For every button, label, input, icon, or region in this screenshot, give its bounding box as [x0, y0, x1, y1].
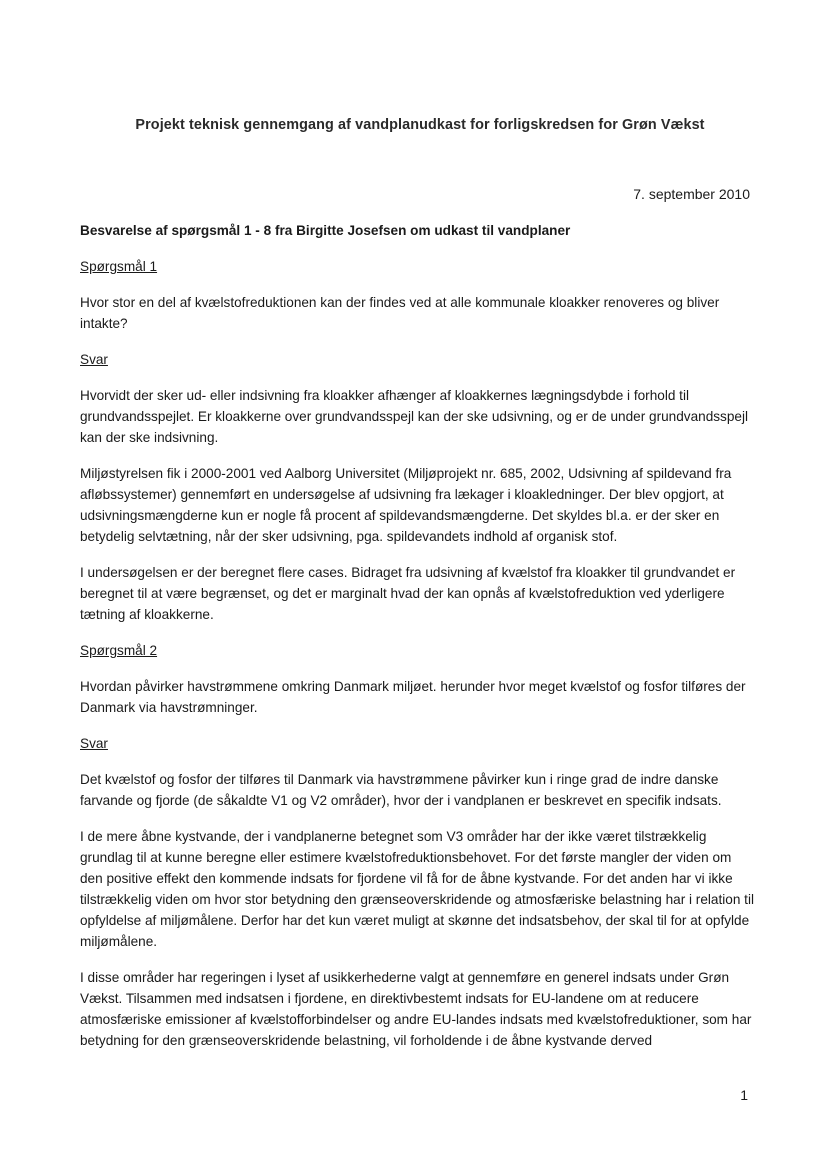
document-body: [80, 220, 756, 1066]
subject-line: Besvarelse af spørgsmål 1 - 8 fra Birgitte Josefsen om udkast til vandplaner: [80, 223, 571, 238]
answer-1-paragraph: Miljøstyrelsen fik i 2000-2001 ved Aalborg Universitet (Miljøprojekt nr. 685, 2002, Udsivning af spildevand fra afløbssystemer) gennemført en undersøgelse af udsivning fra lækager i kloakledninger. Der blev opgjort, at udsivningsmængderne kun er nogle få procent af spildevandsmængderne. Det skyldes bl.a. er der sker en betydelig selvtætning, når der sker udsivning, pga. spildevandets indhold af organisk stof.: [80, 466, 732, 544]
question-2-heading: Spørgsmål 2: [80, 643, 158, 658]
answer-1-paragraph: I undersøgelsen er der beregnet flere cases. Bidraget fra udsivning af kvælstof fra kloakker til grundvandet er beregnet til at være begrænset, og det er marginalt hvad der kan opnås af kvælstofreduktion ved yderligere tætning af kloakkerne.: [80, 565, 736, 622]
answer-1-heading: Svar: [80, 352, 108, 367]
question-2-text: Hvordan påvirker havstrømmene omkring Danmark miljøet. herunder hvor meget kvælstof og fosfor tilføres der Danmark via havstrømninger.: [80, 679, 746, 715]
question-1-heading: Spørgsmål 1: [80, 259, 158, 274]
answer-2-heading: Svar: [80, 736, 108, 751]
answer-2-paragraph: I de mere åbne kystvande, der i vandplanerne betegnet som V3 områder har der ikke været tilstrækkelig grundlag til at kunne beregne eller estimere kvælstofreduktionsbehovet. For det første mangler der viden om den positive effekt den kommende indsats for fjordene vil få for de åbne kystvande. For det anden har vi ikke tilstrækkelig viden om hvor stor betydning den grænseoverskridende og atmosfæriske belastning har i relation til opfyldelse af miljømålene. Derfor har det kun været muligt at skønne det indsatsbehov, der skal til for at opfylde miljømålene.: [80, 829, 754, 949]
question-1-text: Hvor stor en del af kvælstofreduktionen kan der findes ved at alle kommunale kloakker renoveres og bliver intakte?: [80, 295, 720, 331]
document-date: 7. september 2010: [633, 186, 750, 202]
answer-1-paragraph: Hvorvidt der sker ud- eller indsivning fra kloakker afhænger af kloakkernes lægningsdybde i forhold til grundvandsspejlet. Er kloakkerne over grundvandsspejl kan der ske udsivning, og er de under grundvandsspejl kan der ske indsivning.: [80, 388, 749, 445]
document-title: Projekt teknisk gennemgang af vandplanudkast for forligskredsen for Grøn Vækst: [135, 117, 705, 133]
answer-2-paragraph: I disse områder har regeringen i lyset af usikkerhederne valgt at gennemføre en generel indsats under Grøn Vækst. Tilsammen med indsatsen i fjordene, en direktivbestemt indsats for EU-landene om at reducere atmosfæriske emissioner af kvælstofforbindelser og andre EU-landes indsats med kvælstofreduktioner, som har betydning for den grænseoverskridende belastning, vil forholdende i de åbne kystvande derved: [80, 970, 752, 1048]
page-number: 1: [740, 1087, 748, 1103]
answer-2-paragraph: Det kvælstof og fosfor der tilføres til Danmark via havstrømmene påvirker kun i ringe grad de indre danske farvande og fjorde (de såkaldte V1 og V2 områder), hvor der i vandplanen er beskrevet en specifik indsats.: [80, 772, 722, 808]
